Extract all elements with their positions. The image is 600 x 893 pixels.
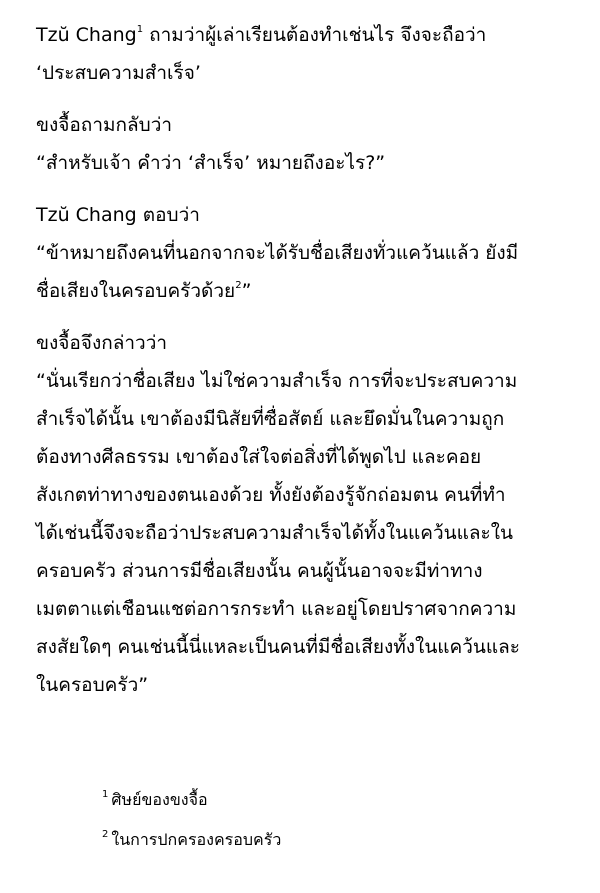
text-line: เมตตาแต่เชือนแชต่อการกระทำ และอยู่โดยปราศจากความ xyxy=(36,598,517,620)
text-line xyxy=(36,16,586,54)
speaker-name: Tzŭ Chang xyxy=(36,24,137,46)
footnote-ref-1: 1 xyxy=(136,24,144,35)
footnotes xyxy=(102,780,281,860)
text-line: ขงจื้อจึงกล่าวว่า xyxy=(36,332,168,354)
paragraph-teaching xyxy=(36,324,586,704)
text-line: สงสัยใดๆ คนเช่นนี้นี่แหละเป็นคนที่มีชื่อเสียงทั้งในแคว้นและ xyxy=(36,636,521,658)
text-line: “ข้าหมายถึงคนที่นอกจากจะได้รับชื่อเสียงทั่วแคว้นแล้ว ยังมี xyxy=(36,242,519,264)
footnote-2 xyxy=(102,820,281,860)
text-line: ‘ประสบความสำเร็จ’ xyxy=(36,62,201,84)
text-line: ครอบครัว ส่วนการมีชื่อเสียงนั้น คนผู้นั้นอาจจะมีท่าทาง xyxy=(36,560,483,582)
text-line: สังเกตท่าทางของตนเองด้วย ทั้งยังต้องรู้จักถ่อมตน คนที่ทำ xyxy=(36,484,506,506)
text-line: Tzŭ Chang ตอบว่า xyxy=(36,204,200,226)
document-body xyxy=(36,16,586,718)
line-text: ชื่อเสียงในครอบครัวด้วย xyxy=(36,280,236,302)
paragraph-question xyxy=(36,16,586,92)
footnote-number: 2 xyxy=(102,829,109,840)
line-text: ถามว่าผู้เล่าเรียนต้องทำเช่นไร จึงจะถือว่า xyxy=(143,24,487,46)
closing-quote: ” xyxy=(241,280,252,302)
text-line: ได้เช่นนี้จึงจะถือว่าประสบความสำเร็จได้ทั้งในแคว้นและใน xyxy=(36,522,513,544)
text-line: “นั่นเรียกว่าชื่อเสียง ไม่ใช่ความสำเร็จ การที่จะประสบความ xyxy=(36,370,518,392)
footnote-number: 1 xyxy=(102,789,109,800)
text-line: ต้องทางศีลธรรม เขาต้องใส่ใจต่อสิ่งที่ได้พูดไป และคอย xyxy=(36,446,482,468)
text-line: ขงจื้อถามกลับว่า xyxy=(36,114,173,136)
text-line: “สำหรับเจ้า คำว่า ‘สำเร็จ’ หมายถึงอะไร?” xyxy=(36,152,386,174)
text-line: สำเร็จได้นั้น เขาต้องมีนิสัยที่ซื่อสัตย์ และยึดมั่นในความถูก xyxy=(36,408,505,430)
text-line: ในครอบครัว” xyxy=(36,674,149,696)
footnote-text: ในการปกครองครอบครัว xyxy=(111,830,282,849)
footnote-1 xyxy=(102,780,281,820)
text-line xyxy=(36,272,586,310)
footnote-text: ศิษย์ของขงจื้อ xyxy=(111,790,208,809)
footnote-ref-2: 2 xyxy=(235,280,242,291)
paragraph-answer xyxy=(36,196,586,310)
paragraph-reply xyxy=(36,106,586,182)
